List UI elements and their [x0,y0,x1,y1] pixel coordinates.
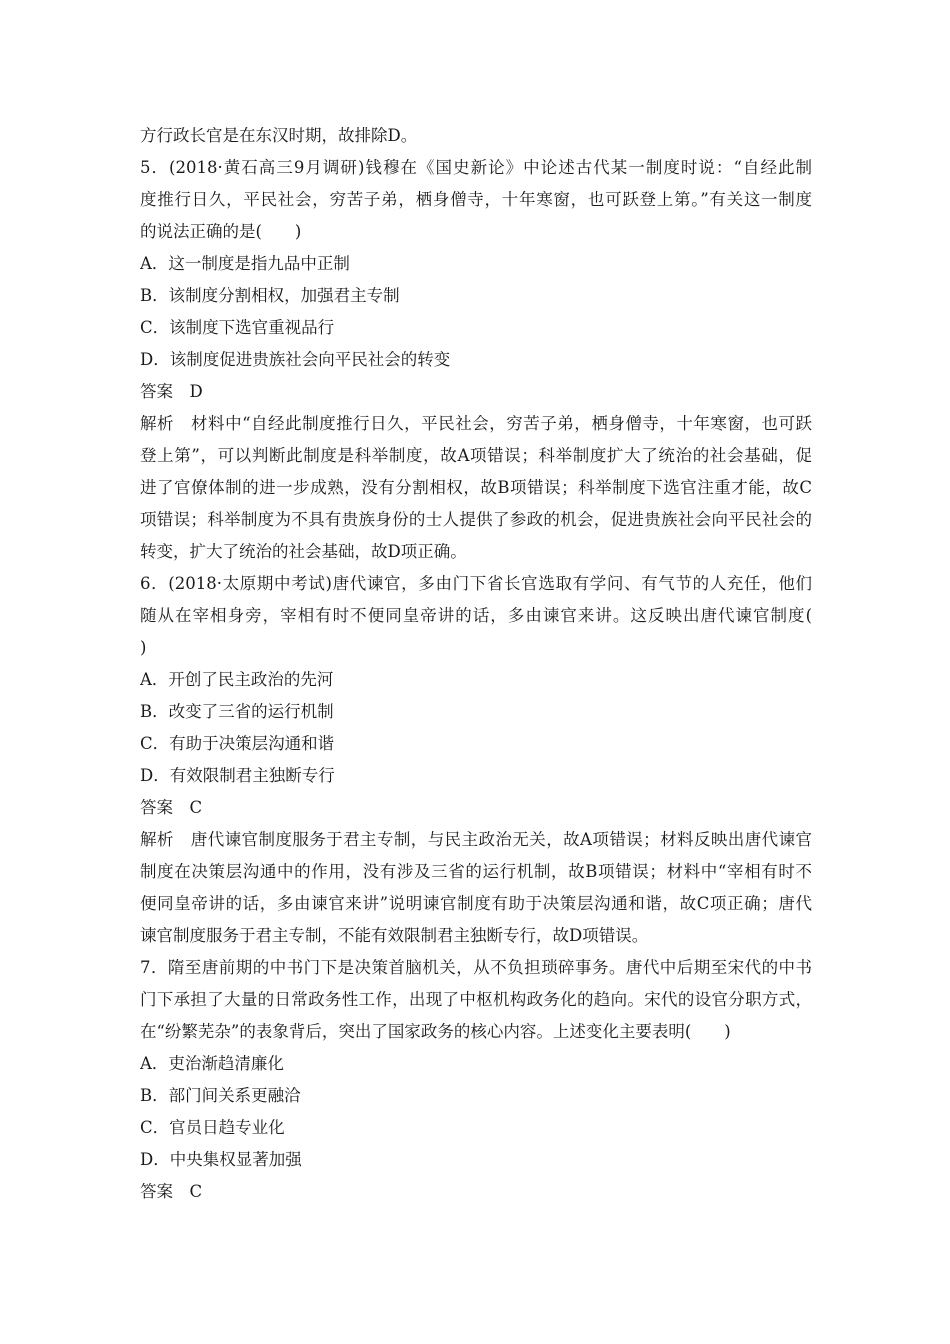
answer-label: 答案 C [140,1182,203,1201]
question-7-stem: 7．隋至唐前期的中书门下是决策首脑机关，从不负担琐碎事务。唐代中后期至宋代的中书 [140,958,812,977]
question-5-stem: 5．(2018·黄石高三9月调研)钱穆在《国史新论》中论述古代某一制度时说：“自经此制 [140,158,812,177]
analysis-text: 进了官僚体制的进一步成熟，没有分割相权，故B项错误；科举制度下选官注重才能，故C [140,478,812,497]
analysis-text: 解析 唐代谏官制度服务于君主专制，与民主政治无关，故A项错误；材料反映出唐代谏官 [140,830,812,849]
text-line: 方行政长官是在东汉时期，故排除D。 [140,126,418,145]
option-b: B．该制度分割相权，加强君主专制 [140,286,400,305]
option-a: A．这一制度是指九品中正制 [140,254,350,273]
analysis-text: 便同皇帝讲的话，多由谏官来讲”说明谏官制度有助于决策层沟通和谐，故C项正确；唐代 [140,894,812,913]
analysis-text: 登上第”，可以判断此制度是科举制度，故A项错误；科举制度扩大了统治的社会基础，促 [140,446,812,465]
option-d: D．有效限制君主独断专行 [140,766,335,785]
option-c: C．该制度下选官重视品行 [140,318,335,337]
analysis-text: 制度在决策层沟通中的作用，没有涉及三省的运行机制，故B项错误；材料中“宰相有时不 [140,862,812,881]
option-c: C．官员日趋专业化 [140,1118,285,1137]
question-7-stem: 在“纷繁芜杂”的表象背后，突出了国家政务的核心内容。上述变化主要表明( ) [140,1022,731,1041]
option-b: B．改变了三省的运行机制 [140,702,334,721]
analysis-text: 转变，扩大了统治的社会基础，故D项正确。 [140,542,467,561]
option-a: A．吏治渐趋清廉化 [140,1054,284,1073]
question-7-stem: 门下承担了大量的日常政务性工作，出现了中枢机构政务化的趋向。宋代的设官分职方式， [140,990,812,1009]
question-5-stem: 的说法正确的是( ) [140,222,302,241]
analysis-text: 项错误；科举制度为不具有贵族身份的士人提供了参政的机会，促进贵族社会向平民社会的 [140,510,812,529]
question-6-stem: 6．(2018·太原期中考试)唐代谏官，多由门下省长官选取有学问、有气节的人充任，他们 [140,574,812,593]
answer-label: 答案 C [140,798,203,817]
question-5-stem: 度推行日久，平民社会，穷苦子弟，栖身僧寺，十年寒窗，也可跃登上第。”有关这一制度 [140,190,812,209]
question-6-stem: ) [140,638,147,657]
option-a: A．开创了民主政治的先河 [140,670,334,689]
answer-label: 答案 D [140,382,203,401]
question-6-stem: 随从在宰相身旁，宰相有时不便同皇帝讲的话，多由谏官来讲。这反映出唐代谏官制度( [140,606,812,625]
analysis-text: 谏官制度服务于君主专制，不能有效限制君主独断专行，故D项错误。 [140,926,649,945]
option-b: B．部门间关系更融洽 [140,1086,301,1105]
analysis-text: 解析 材料中“自经此制度推行日久，平民社会，穷苦子弟，栖身僧寺，十年寒窗，也可跃 [140,414,812,433]
option-c: C．有助于决策层沟通和谐 [140,734,335,753]
option-d: D．该制度促进贵族社会向平民社会的转变 [140,350,451,369]
option-d: D．中央集权显著加强 [140,1150,302,1169]
